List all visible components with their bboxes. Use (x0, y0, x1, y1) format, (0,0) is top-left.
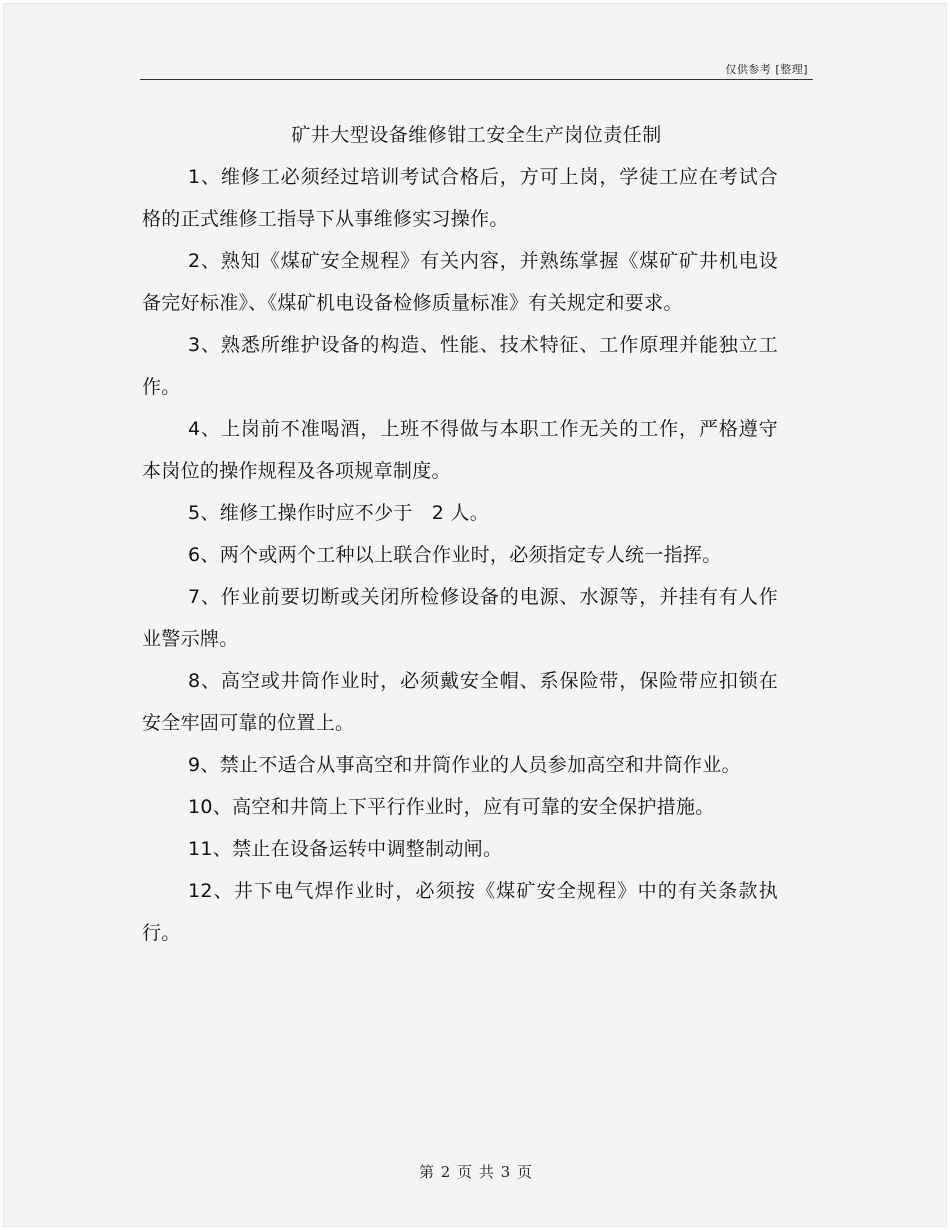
document-title: 矿井大型设备维修钳工安全生产岗位责任制 (291, 124, 662, 146)
paragraph-10: 10、高空和井筒上下平行作业时，应有可靠的安全保护措施。 (188, 796, 715, 818)
paragraph-2: 2、熟知《煤矿安全规程》有关内容，并熟练掌握《煤矿矿井机电设备完好标准》、《煤矿机电设备检修质量标准》有关规定和要求。 (142, 250, 778, 314)
page-number: 第 2 页 共 3 页 (419, 1163, 533, 1181)
paragraph-3: 3、熟悉所维护设备的构造、性能、技术特征、工作原理并能独立工作。 (142, 334, 778, 398)
paragraph-8: 8、高空或井筒作业时，必须戴安全帽、系保险带，保险带应扣锁在安全牢固可靠的位置上。 (142, 670, 778, 734)
paragraph-7: 7、作业前要切断或关闭所检修设备的电源、水源等，并挂有有人作业警示牌。 (142, 586, 778, 650)
header-divider (140, 79, 813, 80)
paragraph-6: 6、两个或两个工种以上联合作业时，必须指定专人统一指挥。 (188, 544, 722, 566)
paragraph-1: 1、维修工必须经过培训考试合格后，方可上岗，学徒工应在考试合格的正式维修工指导下从事维修实习操作。 (142, 166, 778, 230)
paragraph-11: 11、禁止在设备运转中调整制动闸。 (188, 838, 503, 860)
document-body (142, 156, 778, 954)
paragraph-4: 4、上岗前不准喝酒，上班不得做与本职工作无关的工作，严格遵守本岗位的操作规程及各项规章制度。 (142, 418, 778, 482)
header-note: 仅供参考 [整理] (725, 63, 808, 76)
document-page (3, 3, 947, 1227)
paragraph-9: 9、禁止不适合从事高空和井筒作业的人员参加高空和井筒作业。 (188, 754, 741, 776)
paragraph-12: 12、井下电气焊作业时，必须按《煤矿安全规程》中的有关条款执行。 (142, 880, 778, 944)
paragraph-5: 5、维修工操作时应不少于 2 人。 (188, 502, 490, 524)
